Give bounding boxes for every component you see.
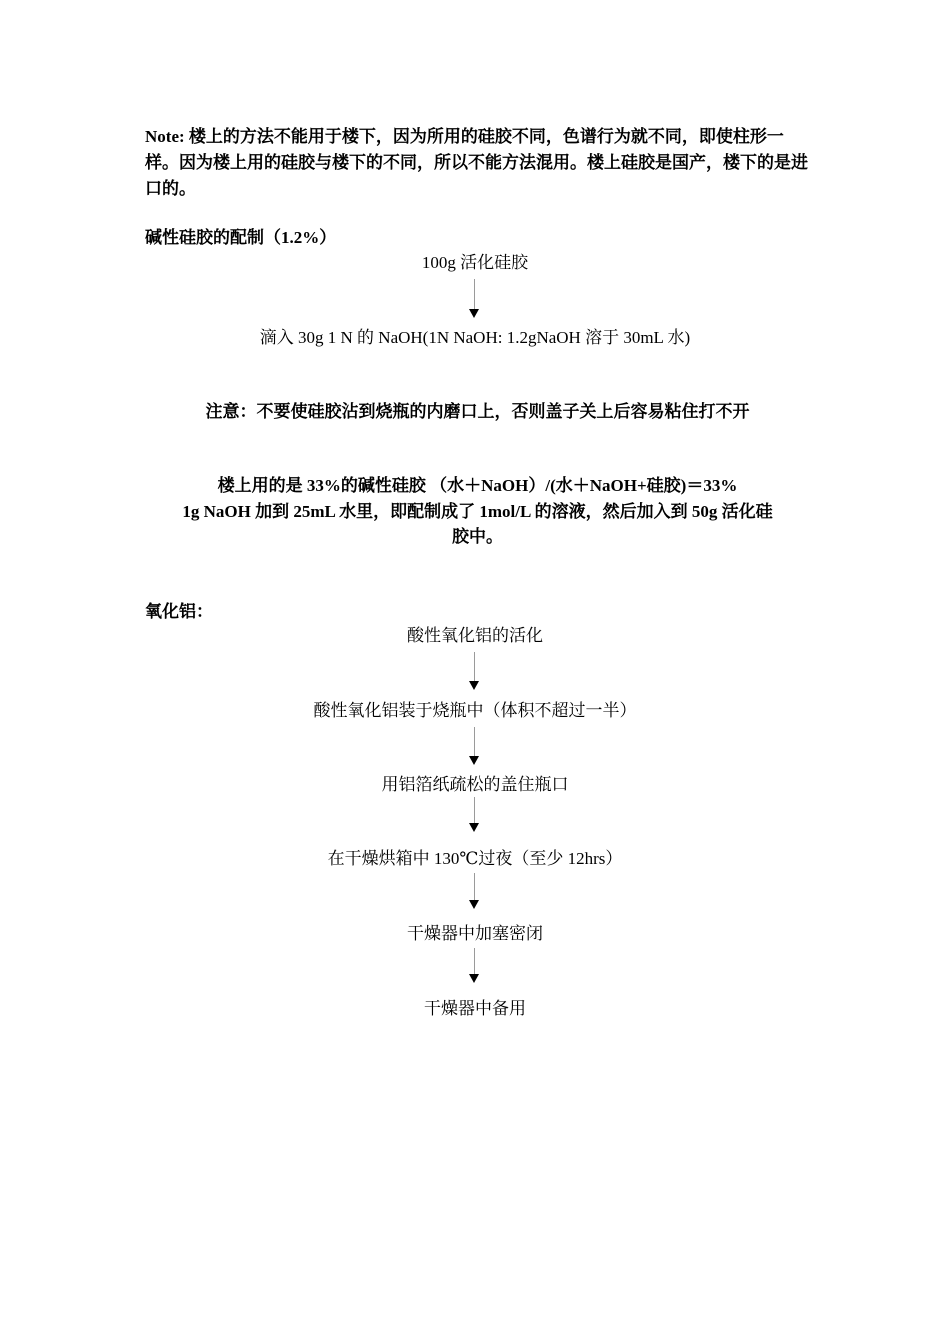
caution-text: 注意：不要使硅胶沾到烧瓶的内磨口上，否则盖子关上后容易粘住打不开: [205, 402, 750, 421]
upstairs-line-3: 胶中。: [452, 527, 503, 546]
alumina-step-5: 干燥器中加塞密闭: [407, 924, 543, 943]
alumina-step-4: 在干燥烘箱中 130℃过夜（至少 12hrs）: [327, 849, 623, 868]
note-paragraph: [145, 124, 810, 202]
upstairs-line-1: 楼上用的是 33%的碱性硅胶 （水＋NaOH）/(水＋NaOH+硅胶)＝33%: [217, 476, 738, 495]
alumina-step-1: 酸性氧化铝的活化: [407, 626, 543, 645]
alumina-step-2: 酸性氧化铝装于烧瓶中（体积不超过一半）: [313, 701, 637, 720]
alumina-step-6: 干燥器中备用: [424, 999, 526, 1018]
silica-step-2: 滴入 30g 1 N 的 NaOH(1N NaOH: 1.2gNaOH 溶于 30mL 水): [259, 328, 691, 347]
note-label: Note:: [145, 127, 185, 146]
flow-arrow-icon: [469, 948, 481, 988]
alumina-heading: 氧化铝：: [145, 602, 213, 621]
flow-arrow-icon: [469, 652, 481, 692]
flow-arrow-icon: [469, 797, 481, 835]
flow-arrow-icon: [469, 279, 481, 319]
note-text: 楼上的方法不能用于楼下，因为所用的硅胶不同，色谱行为就不同，即使柱形一样。因为楼上用的硅胶与楼下的不同，所以不能方法混用。楼上硅胶是国产，楼下的是进口的。: [145, 127, 808, 198]
flow-arrow-icon: [469, 873, 481, 913]
upstairs-line-2: 1g NaOH 加到 25mL 水里，即配制成了 1mol/L 的溶液，然后加入到 50g 活化硅: [182, 502, 773, 521]
flow-arrow-icon: [469, 727, 481, 767]
silica-step-1: 100g 活化硅胶: [421, 253, 529, 272]
silica-heading: 碱性硅胶的配制（1.2%）: [145, 228, 337, 247]
alumina-step-3: 用铝箔纸疏松的盖住瓶口: [381, 775, 569, 794]
